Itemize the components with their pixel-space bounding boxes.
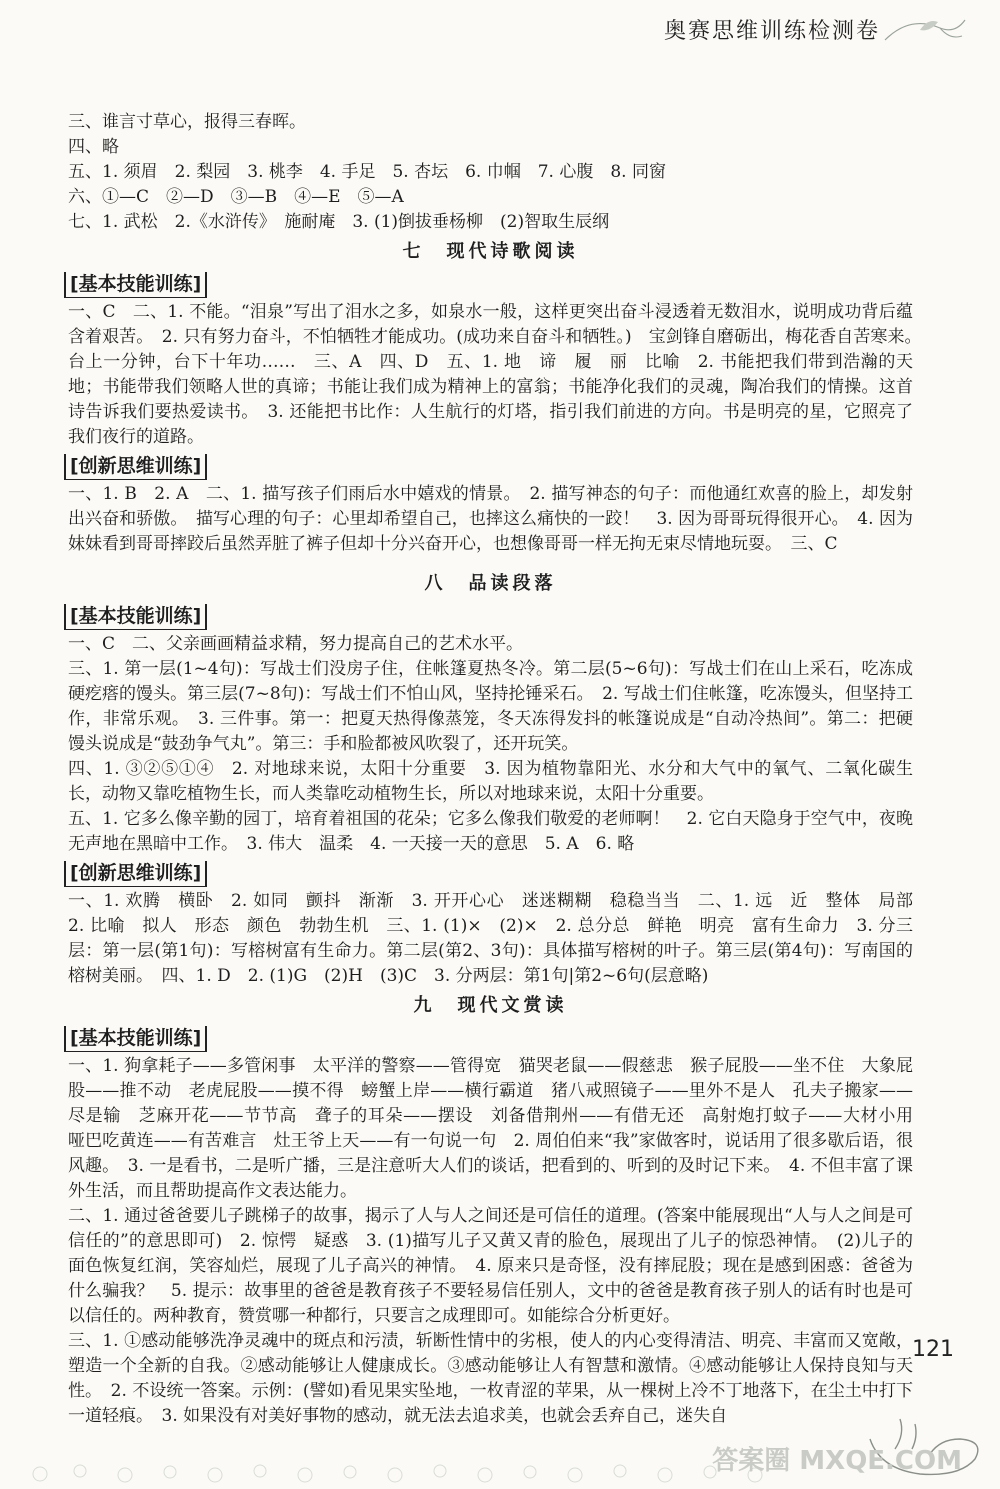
answer-line: 六、①—C ②—D ③—B ④—E ⑤—A xyxy=(68,187,404,207)
answer-content xyxy=(68,110,930,1429)
answer-line: 四、略 xyxy=(68,137,119,157)
section-paragraph-reading xyxy=(68,571,930,989)
answer-paragraph: 一、1. B 2. A 二、1. 描写孩子们雨后水中嬉戏的情景。 2. 描写神态的句子：而他通红欢喜的脸上，却发射出兴奋和骄傲。 描写心理的句子：心里却希望自己，也摔这么痛快的一跤！ 3. 因为哥哥玩得很开心。 4. 因为妹妹看到哥哥摔跤后虽然弄脏了裤子但却十分兴奋开心，也想像哥哥一样无拘无束尽情地玩耍。 三、C xyxy=(68,484,913,554)
answer-paragraph: 五、1. 它多么像辛勤的园丁，培育着祖国的花朵；它多么像我们敬爱的老师啊！ 2. 它白天隐身于空气中，夜晚无声地在黑暗中工作。 3. 伟大 温柔 4. 一天接一天的意思 5. A 6. 略 xyxy=(68,809,913,854)
section-title: 八 品读段落 xyxy=(424,573,557,594)
answer-paragraph: 一、C 二、1. 不能。“泪泉”写出了泪水之多，如泉水一般，这样更突出奋斗浸透着无数泪水，说明成功背后蕴含着艰苦。 2. 只有努力奋斗，不怕牺牲才能成功。(成功来自奋斗和牺牲。) 宝剑锋自磨砺出，梅花香自苦寒来。 台上一分钟，台下十年功…… 三、A 四、D 五、1. 地 谛 履 丽 比喻 2. 书能把我们带到浩瀚的天地；书能带我们领略人世的真谛；书能让我们成为精神上的富翁；书能净化我们的灵魂，陶冶我们的情操。这首诗告诉我们要热爱读书。 3. 还能把书比作：人生航行的灯塔，指引我们前进的方向。书是明亮的星，它照亮了我们夜行的道路。 xyxy=(68,302,930,447)
subhead-basic-skills: [基本技能训练] xyxy=(64,1026,207,1052)
answer-line: 七、1. 武松 2.《水浒传》 施耐庵 3. (1)倒拔垂杨柳 (2)智取生辰纲 xyxy=(68,212,610,232)
answer-paragraph: 三、1. ①感动能够洗净灵魂中的斑点和污渍，斩断性情中的劣根，使人的内心变得清洁、明亮、丰富而又宽敞，塑造一个全新的自我。②感动能够让人健康成长。③感动能够让人有智慧和激情。④感动能够让人保持良知与天性。 2. 不设统一答案。示例：(譬如)看见果实坠地，一枚青涩的苹果，从一棵树上冷不丁地落下，在尘土中打下一道轻痕。 3. 如果没有对美好事物的感动，就无法去追求美，也就会丢弃自己，迷失自 xyxy=(68,1331,913,1426)
answer-paragraph: 一、1. 欢腾 横卧 2. 如同 颤抖 渐渐 3. 开开心心 迷迷糊糊 稳稳当当 二、1. 远 近 整体 局部 2. 比喻 拟人 形态 颜色 勃勃生机 三、1. (1)× (2)× 2. 总分总 鲜艳 明亮 富有生命力 3. 分三层：第一层(第1句)：写榕树富有生命力。第二层(第2、3句)：具体描写榕树的叶子。第三层(第4句)：写南国的榕树美丽。 四、1. D 2. (1)G (2)H (3)C 3. 分两层：第1句|第2~6句(层意略) xyxy=(68,891,930,986)
subhead-basic-skills: [基本技能训练] xyxy=(64,272,207,298)
subhead-basic-skills: [基本技能训练] xyxy=(64,604,207,630)
top-answers xyxy=(68,110,913,235)
page-number: 121 xyxy=(912,1337,954,1362)
answer-paragraph: 一、C 二、父亲画画精益求精，努力提高自己的艺术水平。 xyxy=(68,634,524,654)
subhead-innovative-thinking: [创新思维训练] xyxy=(64,454,207,480)
section-modern-poetry xyxy=(68,239,930,557)
answer-paragraph: 三、1. 第一层(1~4句)：写战士们没房子住，住帐篷夏热冬冷。第二层(5~6句)：写战士们在山上采石，吃冻成硬疙瘩的馒头。第三层(7~8句)：写战士们不怕山风，坚持抡锤采石。 2. 写战士们住帐篷，吃冻馒头，但坚持工作，非常乐观。 3. 三件事。第一：把夏天热得像蒸笼，冬天冻得发抖的帐篷说成是“自动冷热间”。第二：把硬馒头说成是“鼓劲争气丸”。第三：手和脸都被风吹裂了，还开玩笑。 xyxy=(68,659,913,754)
header-title: 奥赛思维训练检测卷 xyxy=(663,19,880,44)
section-title: 九 现代文赏读 xyxy=(413,995,568,1016)
answer-paragraph: 二、1. 通过爸爸要儿子跳梯子的故事，揭示了人与人之间还是可信任的道理。(答案中能展现出“人与人之间是可信任的”的意思即可) 2. 惊愕 疑惑 3. (1)描写儿子又黄又青的脸色，展现出了儿子的惊恐神情。 (2)儿子的面色恢复红润，笑容灿烂，展现了儿子高兴的神情。 4. 原来只是奇怪，没有摔屁股；现在是感到困惑：爸爸为什么骗我？ 5. 提示：故事里的爸爸是教育孩子不要轻易信任别人，文中的爸爸是教育孩子别人的话有时也是可以信任的。两种教育，赞赏哪一种都行，只要言之成理即可。如能综合分析更好。 xyxy=(68,1206,913,1326)
answer-paragraph: 四、1. ③②⑤①④ 2. 对地球来说，太阳十分重要 3. 因为植物靠阳光、水分和大气中的氧气、二氧化碳生长，动物又靠吃植物生长，而人类靠吃动植物生长，所以对地球来说，太阳十分重要。 xyxy=(68,759,913,804)
answer-line: 三、谁言寸草心，报得三春晖。 xyxy=(68,112,306,132)
answer-paragraph: 一、1. 狗拿耗子——多管闲事 太平洋的警察——管得宽 猫哭老鼠——假慈悲 猴子屁股——坐不住 大象屁股——推不动 老虎屁股——摸不得 螃蟹上岸——横行霸道 猪八戒照镜子——里外不是人 孔夫子搬家——尽是输 芝麻开花——节节高 聋子的耳朵——摆设 刘备借荆州——有借无还 高射炮打蚊子——大材小用 哑巴吃黄连——有苦难言 灶王爷上天——有一句说一句 2. 周伯伯来“我”家做客时，说话用了很多歇后语，很风趣。 3. 一是看书，二是听广播，三是注意听大人们的谈话，把看到的、听到的及时记下来。 4. 不但丰富了课外生活，而且帮助提高作文表达能力。 xyxy=(68,1056,930,1201)
section-modern-prose xyxy=(68,993,930,1429)
watermark: 答案圈 MXQE.COM xyxy=(712,1446,962,1476)
answer-line: 五、1. 须眉 2. 梨园 3. 桃李 4. 手足 5. 杏坛 6. 巾帼 7. 心腹 8. 同窗 xyxy=(68,162,666,182)
section-title: 七 现代诗歌阅读 xyxy=(402,241,579,262)
subhead-innovative-thinking: [创新思维训练] xyxy=(64,861,207,887)
header-leaf-icon xyxy=(880,10,970,50)
